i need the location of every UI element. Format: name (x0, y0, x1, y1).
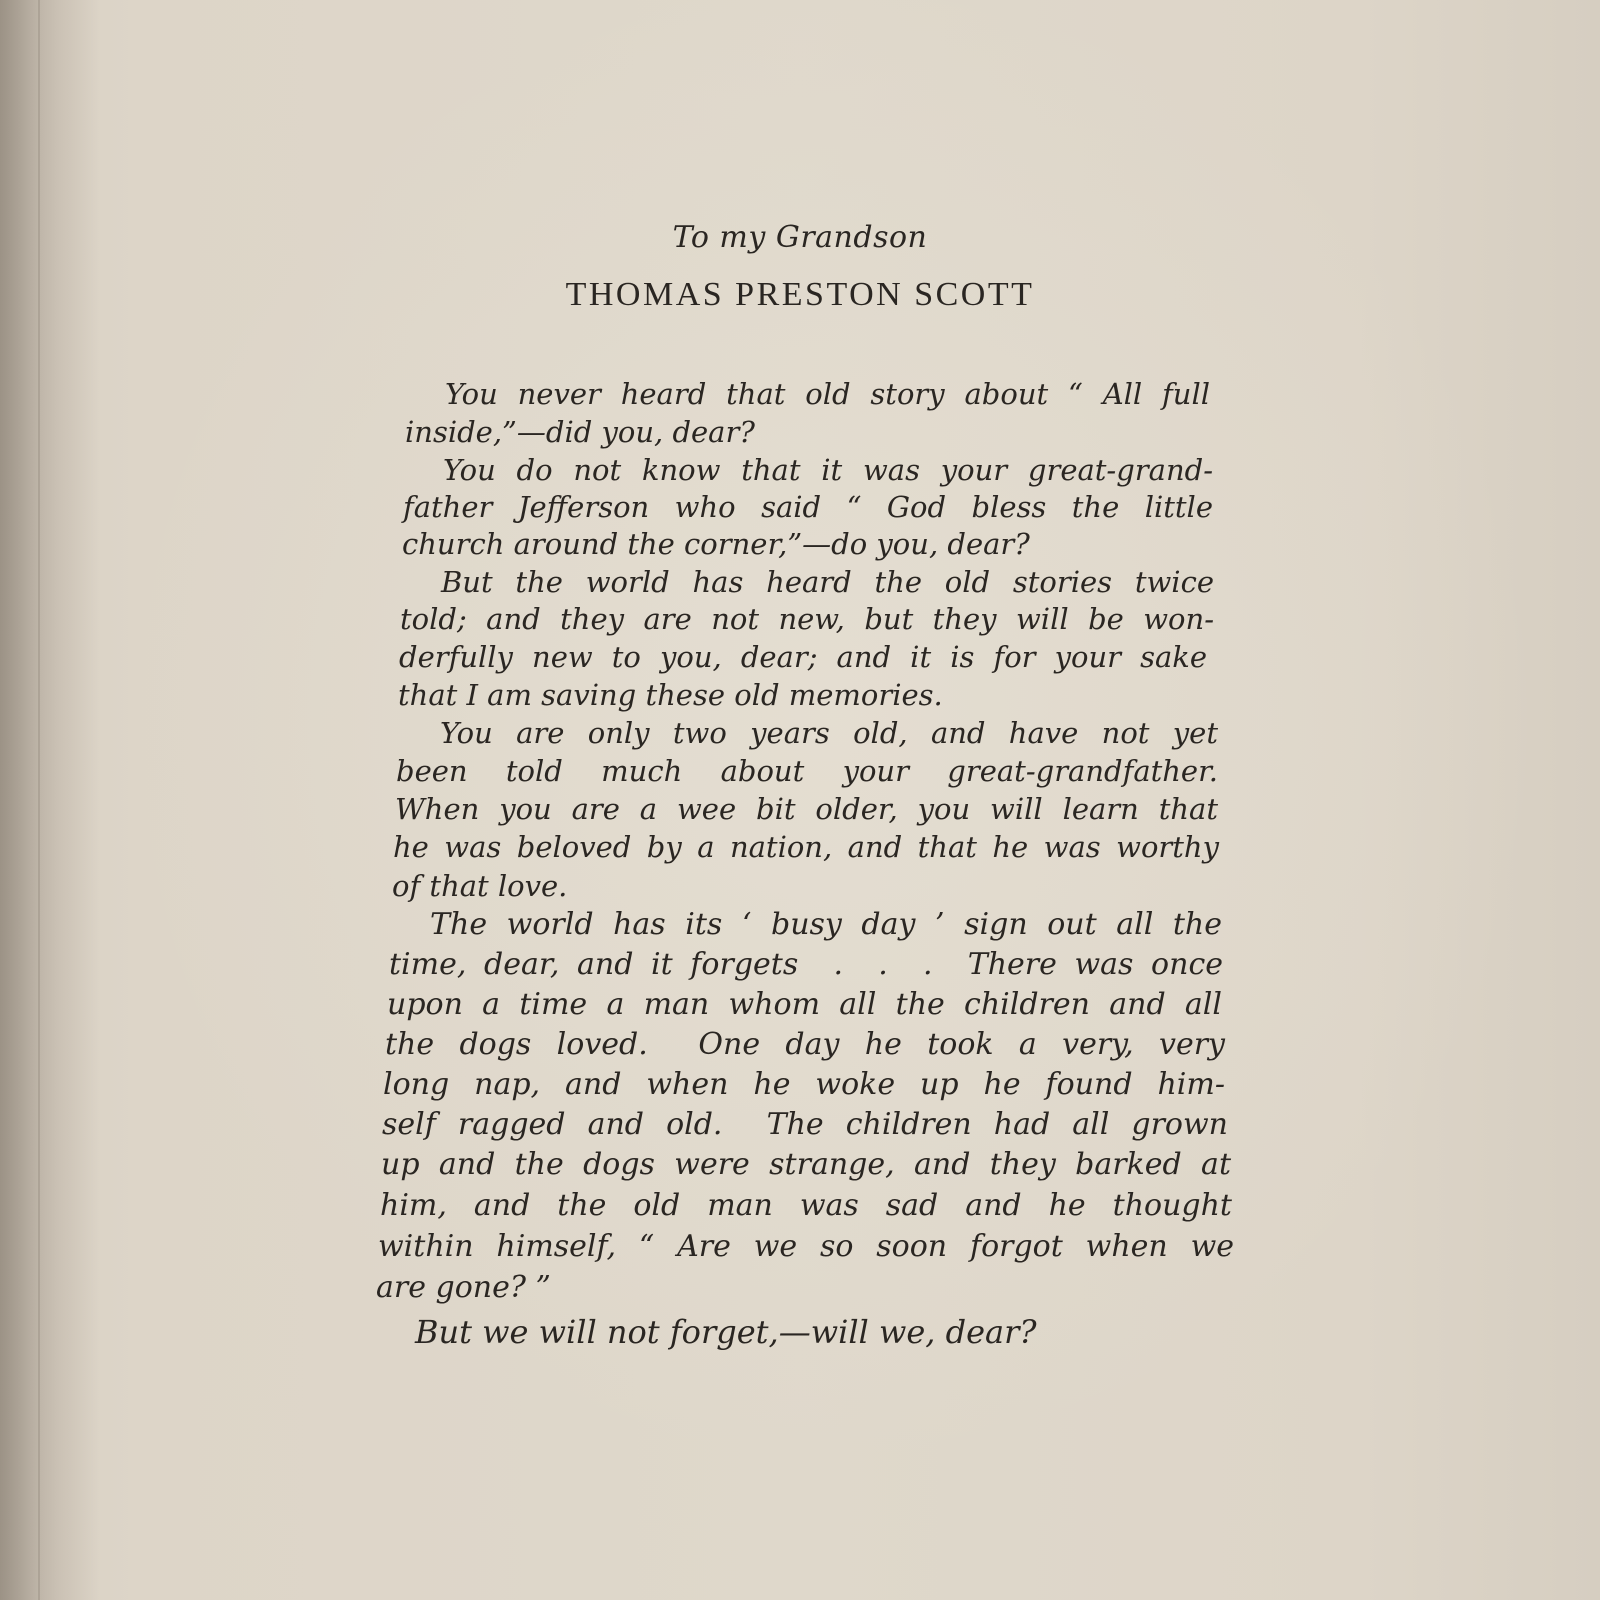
text-line: You are only two years old, and have not yet (440, 716, 1218, 750)
text-line: time, dear, and it forgets . . . There was once (389, 947, 1223, 982)
text-line: The world has its ‘ busy day ’ sign out all the (430, 907, 1222, 942)
text-line: derfully new to you, dear; and it is for your sake (399, 640, 1207, 674)
text-line: inside,”—did you, dear? (405, 415, 755, 449)
text-line: self ragged and old. The children had all grown (382, 1107, 1228, 1142)
text-line: told; and they are not new, but they will be won- (400, 602, 1214, 636)
text-line: that I am saving these old memories. (398, 678, 943, 712)
text-line: up and the dogs were strange, and they barked at (381, 1147, 1231, 1182)
text-line: the dogs loved. One day he took a very, very (385, 1027, 1225, 1062)
text-line: within himself, “ Are we so soon forgot when we (378, 1229, 1234, 1264)
text-line: church around the corner,”—do you, dear? (402, 527, 1030, 561)
text-line: been told much about your great-grandfather. (396, 754, 1218, 788)
text-line: But we will not forget,—will we, dear? (415, 1313, 1037, 1351)
text-line: father Jefferson who said “ God bless the little (403, 490, 1213, 524)
text-line: You never heard that old story about “ All full (445, 377, 1210, 411)
dedication-heading: To my Grandson (672, 220, 928, 255)
text-line: are gone? ” (376, 1270, 551, 1305)
text-line: But the world has heard the old stories twice (441, 565, 1214, 599)
text-line: him, and the old man was sad and he thought (380, 1188, 1232, 1223)
text-line: he was beloved by a nation, and that he was worthy (393, 830, 1219, 864)
text-line: of that love. (392, 869, 568, 903)
text-line: long nap, and when he woke up he found him- (383, 1067, 1225, 1102)
text-line: upon a time a man whom all the children and all (387, 987, 1222, 1022)
dedicatee-name: THOMAS PRESTON SCOTT (565, 276, 1035, 313)
text-line: You do not know that it was your great-grand- (443, 453, 1213, 487)
text-line: When you are a wee bit older, you will learn that (395, 792, 1218, 826)
